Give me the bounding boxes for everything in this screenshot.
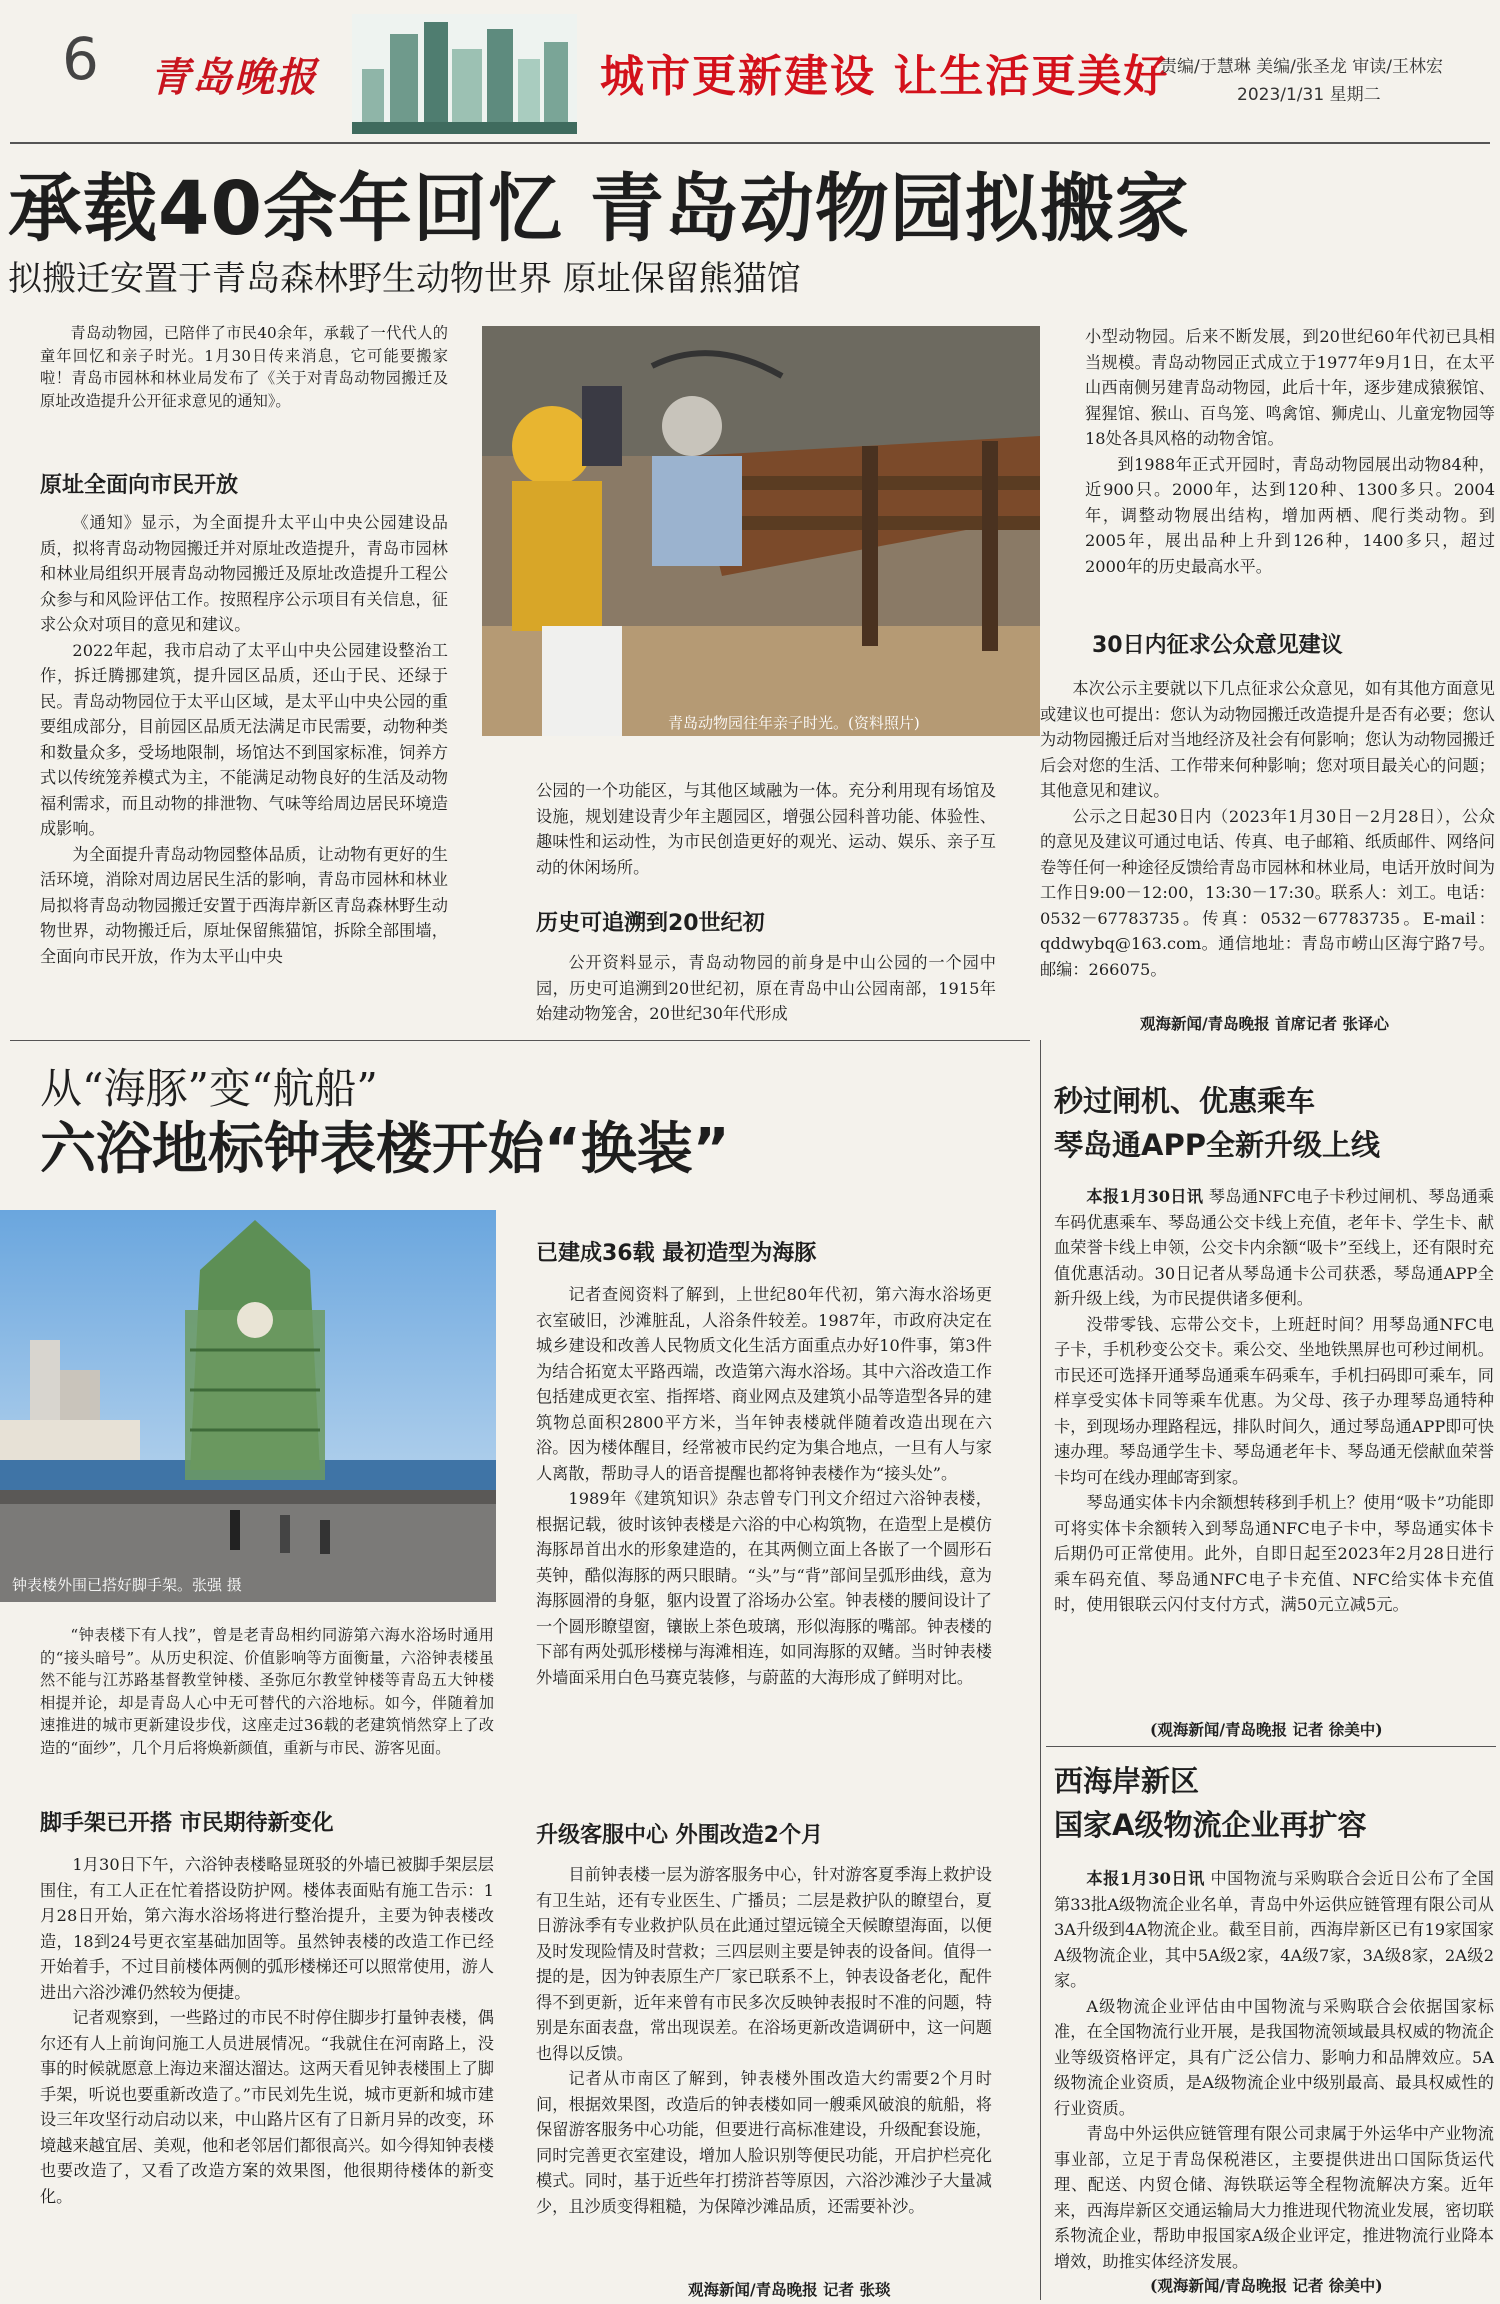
article1-section3-body: 本次公示主要就以下几点征求公众意见，如有其他方面意见或建议也可提出：您认为动物园搬迁改造提升是否有必要；您认为动物园搬迁后对当地经济及社会有何影响；您认为动物园搬迁后会对您的生活、工作带来何种影响；您对项目最关心的问题；其他意见和建议。 公示之日起30日内（2023年1月30日－2月28日），公众的意见及建议可通过电话、传真、电子邮箱、纸质邮件、网络问卷等任何一种途径反馈给青岛市园林和林业局，电话开放时间为工作日9:00－12:00，13:30－17:30。联系人：刘工。电话：0532－67783735。传真：0532－67783735。E-mail：qddwybq@163.com。通信地址：青岛市崂山区海宁路7号。邮编：266075。 xyxy=(1040,679,1495,979)
article1-subheadline: 拟搬迁安置于青岛森林野生动物世界 原址保留熊猫馆 xyxy=(8,259,801,299)
article3-headline-line1: 秒过闸机、优惠乘车 xyxy=(1054,1084,1316,1118)
article1-section1-title: 原址全面向市民开放 xyxy=(40,473,239,498)
article1-credit: 观海新闻/青岛晚报 首席记者 张译心 xyxy=(1140,1014,1389,1033)
editor-credits: 责编/于慧琳 美编/张圣龙 审读/王林宏 xyxy=(1160,57,1443,77)
clock-tower-photo xyxy=(0,1210,496,1602)
section-divider xyxy=(10,1040,1030,1041)
issue-date: 2023/1/31 星期二 xyxy=(1237,85,1381,105)
section-divider xyxy=(1046,1746,1496,1747)
article1-lead: 青岛动物园，已陪伴了市民40余年，承载了一代代人的童年回忆和亲子时光。1月30日传来消息，它可能要搬家啦！青岛市园林和林业局发布了《关于对青岛动物园搬迁及原址改造提升公开征求意见的通知》。 xyxy=(40,324,448,410)
article3-credit: (观海新闻/青岛晚报 记者 徐美中) xyxy=(1150,1720,1383,1739)
article4-body: 本报1月30日讯 中国物流与采购联合会近日公布了全国第33批A级物流企业名单，青岛中外运供应链管理有限公司从3A升级到4A物流企业。截至目前，西海岸新区已有19家国家A级物流企业，其中5A级2家，4A级7家，3A级8家，2A级2家。 A级物流企业评估由中国物流与采购联合会依据国家标准，在全国物流行业开展，是我国物流领域最具权威的物流企业等级资格评定，具有广泛公信力、影响力和品牌效应。5A级物流企业资质，是A级物流企业中级别最高、最具权威性的行业资质。 青岛中外运供应链管理有限公司隶属于外运华中产业物流事业部，立足于青岛保税港区，主要提供进出口国际货运代理、配送、内贸仓储、海铁联运等全程物流解决方案。近年来，西海岸新区交通运输局大力推进现代物流业发展，密切联系物流企业，帮助申报国家A级企业评定，推进物流行业降本增效，助推实体经济发展。 xyxy=(1054,1869,1494,2270)
column-divider xyxy=(1040,1040,1041,2300)
article1-section2-title: 历史可追溯到20世纪初 xyxy=(536,911,765,936)
article2-section3-body: 目前钟表楼一层为游客服务中心，针对游客夏季海上救护设有卫生站，还有专业医生、广播员；二层是救护队的瞭望台，夏日游泳季有专业救护队员在此通过望远镜全天候瞭望海面，以便及时发现险情及时营救；三四层则主要是钟表的设备间。值得一提的是，因为钟表原生产厂家已联系不上，钟表设备老化，配件得不到更新，近年来曾有市民多次反映钟表报时不准的问题，特别是东面表盘，常出现误差。在浴场更新改造调研中，这一问题也得以反馈。 记者从市南区了解到，钟表楼外围改造大约需要2个月时间，根据效果图，改造后的钟表楼如同一艘乘风破浪的航船，将保留游客服务中心功能，但要进行高标准建设，升级配套设施，同时完善更衣室建设，增加人脸识别等便民功能，开启护栏亮化模式。同时，基于近些年打捞浒苔等原因，六浴沙滩沙子大量减少，且沙质变得粗糙，为保障沙滩品质，还需要补沙。 xyxy=(536,1865,992,2216)
page-slogan: 城市更新建设 让生活更美好 xyxy=(600,51,1170,102)
article1-section1-body: 《通知》显示，为全面提升太平山中央公园建设品质，拟将青岛动物园搬迁并对原址改造提升，青岛市园林和林业局组织开展青岛动物园搬迁及原址改造提升工程公众参与和风险评估工作。按照程序公示项目有关信息，征求公众对项目的意见和建议。 2022年起，我市启动了太平山中央公园建设整治工作，拆迁腾挪建筑，提升园区品质，还山于民、还绿于民。青岛动物园位于太平山区域，是太平山中央公园的重要组成部分，目前园区品质无法满足市民需要，动物种类和数量众多，受场地限制，场馆达不到国家标准，饲养方式以传统笼养模式为主，不能满足动物良好的生活及动物福利需求，而且动物的排泄物、气味等给周边居民环境造成影响。 为全面提升青岛动物园整体品质，让动物有更好的生活环境，消除对周边居民生活的影响，青岛市园林和林业局拟将青岛动物园搬迁安置于西海岸新区青岛森林野生动物世界，动物搬迁后，原址保留熊猫馆，拆除全部围墙，全面向市民开放，作为太平山中央 xyxy=(40,513,448,966)
city-buildings-illustration xyxy=(352,14,577,134)
zoo-family-photo xyxy=(482,326,1040,736)
article2-section1-title: 脚手架已开搭 市民期待新变化 xyxy=(40,1811,334,1836)
newspaper-logo: 青岛晚报 xyxy=(150,54,318,101)
article3-body: 本报1月30日讯 琴岛通NFC电子卡秒过闸机、琴岛通乘车码优惠乘车、琴岛通公交卡线上充值，老年卡、学生卡、献血荣誉卡线上申领，公交卡内余额“吸卡”至线上，还有限时充值优惠活动。30日记者从琴岛通卡公司获悉，琴岛通APP全新升级上线，为市民提供诸多便利。 没带零钱、忘带公交卡，上班赶时间？用琴岛通NFC电子卡，手机秒变公交卡。乘公交、坐地铁黑屏也可秒过闸机。市民还可选择开通琴岛通乘车码乘车，手机扫码即可乘车，同样享受实体卡同等乘车优惠。为父母、孩子办理琴岛通特种卡，到现场办理路程远，排队时间久，通过琴岛通APP即可快速办理。琴岛通学生卡、琴岛通老年卡、琴岛通无偿献血荣誉卡均可在线办理邮寄到家。 琴岛通实体卡内余额想转移到手机上？使用“吸卡”功能即可将实体卡余额转入到琴岛通NFC电子卡中，琴岛通实体卡后期仍可正常使用。此外，自即日起至2023年2月28日进行乘车码充值、琴岛通NFC电子卡充值、NFC给实体卡充值时，使用银联云闪付支付方式，满50元立减5元。 xyxy=(1054,1187,1494,1614)
zoo-photo-caption: 青岛动物园往年亲子时光。(资料照片) xyxy=(668,714,920,732)
article2-credit: 观海新闻/青岛晚报 记者 张琰 xyxy=(688,2280,891,2299)
article2-section2-title: 已建成36载 最初造型为海豚 xyxy=(536,1241,817,1266)
article4-credit: (观海新闻/青岛晚报 记者 徐美中) xyxy=(1150,2276,1383,2295)
article2-section1-body: 1月30日下午，六浴钟表楼略显斑驳的外墙已被脚手架层层围住，有工人正在忙着搭设防护网。楼体表面贴有施工告示：1月28日开始，第六海水浴场将进行整治提升，主要为钟表楼改造，18到24号更衣室基础加固等。虽然钟表楼的改造工作已经开始着手，不过目前楼体两侧的弧形楼梯还可以照常使用，游人进出六浴沙滩仍然较为便捷。 记者观察到，一些路过的市民不时停住脚步打量钟表楼，偶尔还有人上前询问施工人员进展情况。“我就住在河南路上，没事的时候就愿意上海边来溜达溜达。这两天看见钟表楼围上了脚手架，听说也要重新改造了。”市民刘先生说，城市更新和城市建设三年攻坚行动启动以来，中山路片区有了日新月异的改变，环境越来越宜居、美观，他和老邻居们都很高兴。如今得知钟表楼也要改造了，又看了改造方案的效果图，他很期待楼体的新变化。 xyxy=(40,1855,494,2206)
article3-headline-line2: 琴岛通APP全新升级上线 xyxy=(1054,1128,1380,1162)
article1-col4-body: 小型动物园。后来不断发展，到20世纪60年代初已具相当规模。青岛动物园正式成立于1977年9月1日，在太平山西南侧另建青岛动物园，此后十年，逐步建成猿猴馆、猩猩馆、猴山、百鸟笼、鸣禽馆、狮虎山、儿童宠物园等18处各具风格的动物舍馆。 到1988年正式开园时，青岛动物园展出动物84种，近900只。2000年，达到120种、1300多只。2004年，调整动物展出结构，增加两栖、爬行类动物。到2005年，展出品种上升到126种，1400多只，超过2000年的历史最高水平。 xyxy=(1085,327,1495,576)
article1-section3-title: 30日内征求公众意见建议 xyxy=(1092,633,1343,658)
page-number: 6 xyxy=(62,25,99,93)
masthead-rule xyxy=(10,142,1490,144)
article2-section3-title: 升级客服中心 外围改造2个月 xyxy=(536,1823,823,1848)
article2-section2-body: 记者查阅资料了解到，上世纪80年代初，第六海水浴场更衣室破旧，沙滩脏乱，人浴条件较差。1987年，市政府决定在城乡建设和改善人民物质文化生活方面重点办好10件事，第3件为结合拓宽太平路西端，改造第六海水浴场。其中六浴改造工作包括建成更衣室、指挥塔、商业网点及建筑小品等造型各异的建筑物总面积2800平方米，当年钟表楼就伴随着改造出现在六浴。因为楼体醒目，经常被市民约定为集合地点，一旦有人与家人离散，帮助寻人的语音提醒也都将钟表楼作为“接头处”。 1989年《建筑知识》杂志曾专门刊文介绍过六浴钟表楼，根据记载，彼时该钟表楼是六浴的中心构筑物，在造型上是模仿海豚昂首出水的形象建造的，在其两侧立面上各嵌了一个圆形石英钟，酷似海豚的两只眼睛。“头”与“背”部间呈弧形曲线，意为海豚圆滑的身躯，躯内设置了浴场办公室。钟表楼的腰间设计了一个圆形瞭望窗，镶嵌上茶色玻璃，形似海豚的嘴部。钟表楼的下部有两处弧形楼梯与海滩相连，如同海豚的双鳍。当时钟表楼外墙面采用白色马赛克装修，与蔚蓝的大海形成了鲜明对比。 xyxy=(536,1285,992,1687)
article4-headline-line2: 国家A级物流企业再扩容 xyxy=(1054,1808,1367,1842)
article1-headline: 承载40余年回忆 青岛动物园拟搬家 xyxy=(8,166,1190,252)
article4-headline-line1: 西海岸新区 xyxy=(1054,1764,1200,1798)
article1-col3-body: 公园的一个功能区，与其他区域融为一体。充分利用现有场馆及设施，规划建设青少年主题园区，增强公园科普功能、体验性、趣味性和运动性，为市民创造更好的观光、运动、娱乐、亲子互动的休闲场所。 xyxy=(536,781,996,877)
article2-headline-line2: 六浴地标钟表楼开始“换装” xyxy=(40,1117,730,1182)
article2-lead: “钟表楼下有人找”，曾是老青岛相约同游第六海水浴场时通用的“接头暗号”。从历史积淀、价值影响等方面衡量，六浴钟表楼虽然不能与江苏路基督教堂钟楼、圣弥厄尔教堂钟楼等青岛五大钟楼相提并论，却是青岛人心中无可替代的六浴地标。如今，伴随着加速推进的城市更新建设步伐，这座走过36载的老建筑悄然穿上了改造的“面纱”，几个月后将焕新颜值，重新与市民、游客见面。 xyxy=(40,1626,494,1757)
article2-headline-line1: 从“海豚”变“航船” xyxy=(40,1064,378,1113)
article1-section2-body: 公开资料显示，青岛动物园的前身是中山公园的一个园中园，历史可追溯到20世纪初，原在青岛中山公园南部，1915年始建动物笼舍，20世纪30年代形成 xyxy=(536,953,996,1023)
clock-tower-photo-caption: 钟表楼外围已搭好脚手架。张强 摄 xyxy=(12,1576,242,1594)
